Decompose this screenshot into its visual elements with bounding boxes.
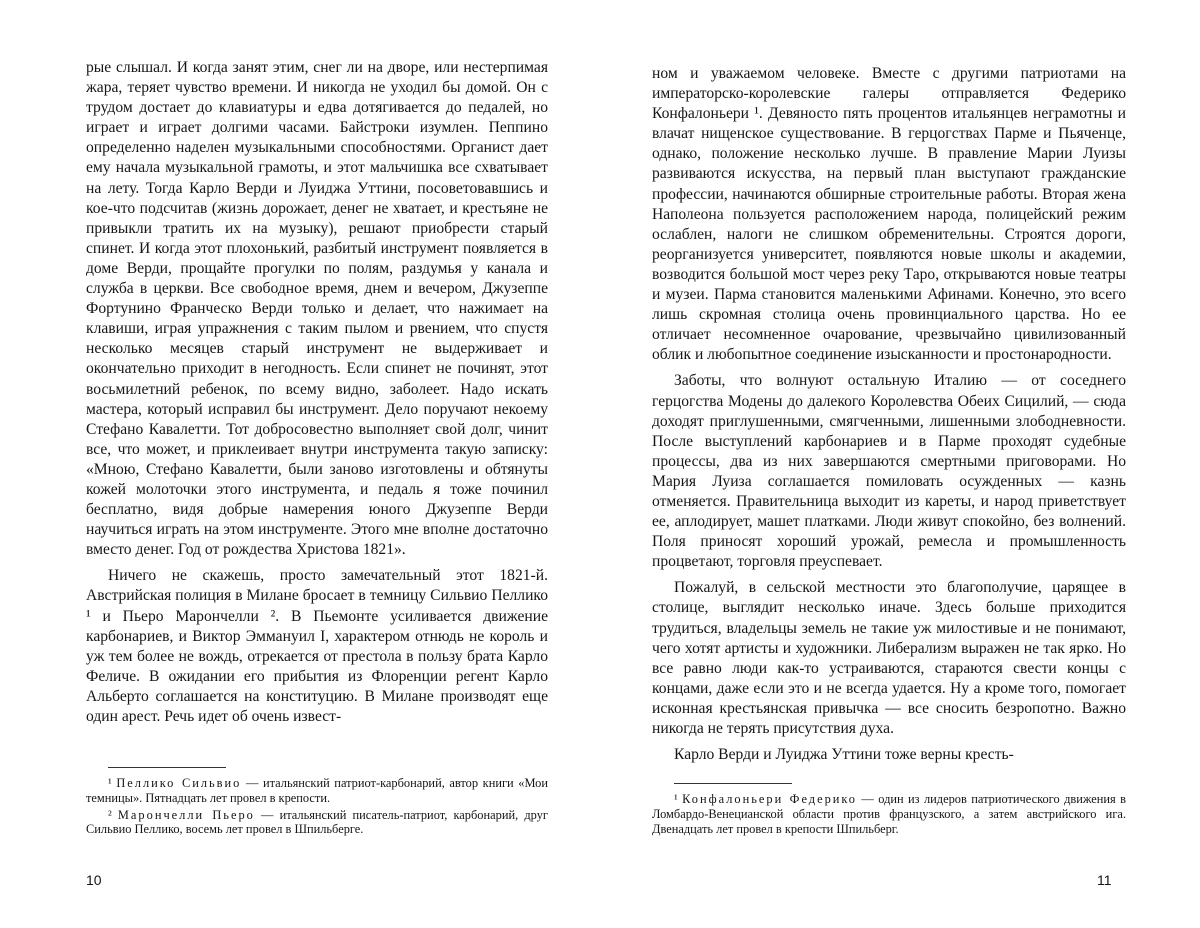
page-number: 11 <box>1097 872 1112 888</box>
footnote-name: Пеллико Сильвио <box>116 776 242 791</box>
paragraph: Карло Верди и Луиджа Уттини тоже верны кресть- <box>674 746 1014 764</box>
right-page <box>600 0 1200 928</box>
footnote-text: — итальянский патриот-карбонарий, автор книги «Мои темницы». Пятнадцать лет провел в крепости. <box>86 776 548 805</box>
footnote-mark: ² <box>108 807 112 822</box>
footnote-mark: ¹ <box>108 776 112 791</box>
footnote <box>86 776 548 806</box>
right-text-column <box>652 64 1126 839</box>
footnote-text: — итальянский писатель-патриот, карбонарий, друг Сильвио Пеллико, восемь лет провел в Шпильберге. <box>86 807 548 837</box>
footnote-divider <box>108 767 226 768</box>
paragraph: Пожалуй, в сельской местности это благополучие, царящее в столице, выглядит несколько иначе. Здесь больше приходится трудиться, владельцы земель не такие уж милостивые и не понимают, чего хотят артисты и художники. Либерализм выражен не так ярко. Но все равно люди как-то устраиваются, стараются свести концы с концами, даже если это и не всегда удается. Ну а кроме того, помогает исконная крестьянская привычка — все сносить безропотно. Важно никогда не терять присутствия духа. <box>652 579 1126 737</box>
paragraph: Ничего не скажешь, просто замечательный этот 1821-й. Австрийская полиция в Милане бросает в темницу Сильвио Пеллико ¹ и Пьеро Марончелли ². В Пьемонте усиливается движение карбонариев, и Виктор Эммануил I, характером отнюдь не король и уж тем более не вождь, отрекается от престола в пользу брата Карло Феличе. В ожидании его прибытия из Флоренции регент Карло Альберто соглашается на конституцию. В Милане производят еще один арест. Речь идет об очень извест- <box>86 567 548 725</box>
footnote <box>86 808 548 838</box>
left-text-column <box>86 58 548 839</box>
footnote-name: Марончелли Пьеро <box>117 807 255 822</box>
page-number: 10 <box>86 872 102 888</box>
paragraph: Заботы, что волнуют остальную Италию — от соседнего герцогства Модены до далекого Королевства Обеих Сицилий, — сюда доходят приглушенными, смягченными, лишенными злободневности. После выступлений карбонариев и в Парме проходят судебные процессы, два из них завершаются смертными приговорами. Но Мария Луиза соглашается помиловать осужденных — казнь отменяется. Правительница выходит из кареты, и народ приветствует ее, аплодирует, машет платками. Люди живут спокойно, без волнений. Поля приносят хороший урожай, ремесла и промышленность процветают, торговля преуспевает. <box>652 372 1126 571</box>
footnote-divider <box>674 783 792 784</box>
footnote-mark: ¹ <box>674 792 678 807</box>
footnote <box>652 792 1126 836</box>
paragraph: ном и уважаемом человеке. Вместе с другими патриотами на императорско-королевские галеры отправляется Федерико Конфалоньери ¹. Девяносто пять процентов итальянцев неграмотны и влачат нищенское существование. В герцогствах Парме и Пьяченце, однако, положение несколько лучше. В правление Марии Луизы развиваются искусства, на первый план выступают гражданские профессии, начинаются обширные строительные работы. Вторая жена Наполеона пользуется расположением народа, полицейский режим ослаблен, налоги не слишком обременительны. Строятся дороги, реорганизуется университет, появляются новые школы и академии, возводится большой мост через реку Таро, открываются новые театры и музеи. Парма становится маленькими Афинами. Конечно, это всего лишь скромная столица очень провинциального царства. Но ее отличает несомненное очарование, чрезвычайно цивилизованный облик и любопытное соединение изысканности и простонародности. <box>652 65 1126 364</box>
paragraph: рые слышал. И когда занят этим, снег ли на дворе, или нестерпимая жара, теряет чувство времени. И никогда не уходил бы домой. Он с трудом достает до клавиатуры и едва дотягивается до педалей, но играет и играет долгими часами. Байстроки изумлен. Пеппино определенно наделен музыкальными способностями. Органист дает ему начала музыкальной грамоты, и этот мальчишка все схватывает на лету. Тогда Карло Верди и Луиджа Уттини, посоветовавшись и кое-что подсчитав (жизнь дорожает, денег не хватает, и крестьяне не привыкли тратить их на музыку), решают приобрести старый спинет. И когда этот плохонький, разбитый инструмент появляется в доме Верди, прощайте прогулки по полям, раздумья у канала и служба в церкви. Все свободное время, днем и вечером, Джузеппе Фортунино Франческо Верди только и делает, что нажимает на клавиши, играя упражнения с таким пылом и рвением, что спустя несколько месяцев старый инструмент не выдерживает и окончательно приходит в негодность. Если спинет не починят, этот восьмилетний ребенок, по всему видно, заболеет. Надо искать мастера, который исправил бы инструмент. Дело поручают некоему Стефано Кавалетти. Тот добросовестно выполняет свой долг, чинит все, что может, и приклеивает внутри инструмента такую записку: «Мною, Стефано Кавалетти, были заново изготовлены и обтянуты кожей молоточки этого инструмента, и педаль я тоже починил бесплатно, видя добрые намерения юного Джузеппе Верди научиться играть на этом инструменте. Этого мне вполне достаточно вместо денег. Год от рождества Христова 1821». <box>86 59 548 559</box>
footnote-text: — один из лидеров патриотического движения в Ломбардо-Венецианской области против французского, а затем австрийского ига. Двенадцать лет провел в крепости Шпильберг. <box>652 792 1126 836</box>
footnote-name: Конфалоньери Федерико <box>682 792 857 807</box>
